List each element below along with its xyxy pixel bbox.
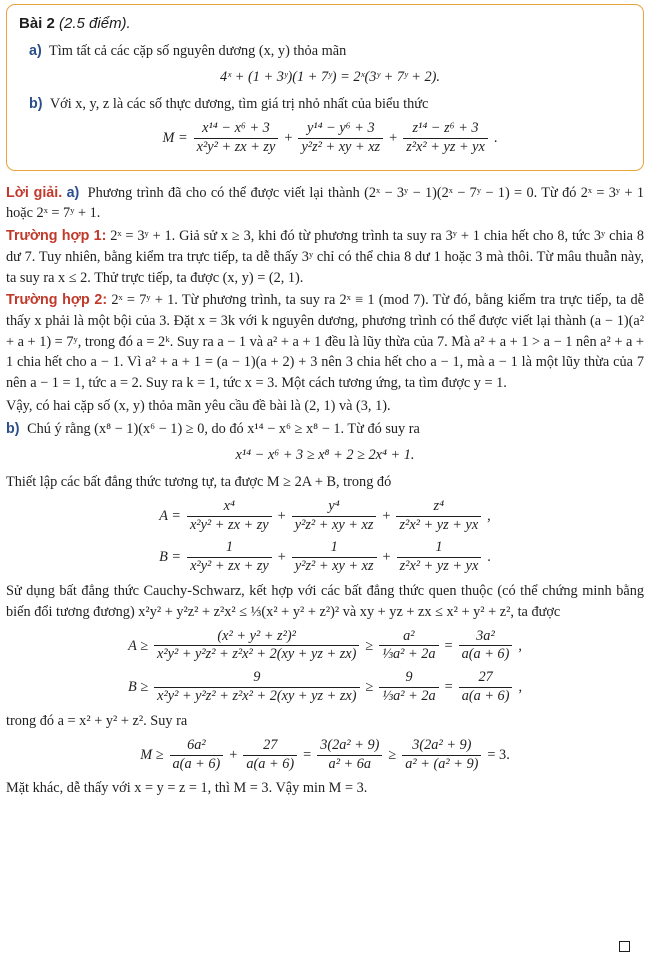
- case-1-text: 2ˣ = 3ʸ + 1. Giả sử x ≥ 3, khi đó từ phương trình ta suy ra 3ʸ + 1 chia hết cho 8, tức 3ʸ chia 8 dư 7. Tuy nhiên, bằng kiểm tra trực tiếp, ta dễ thấy 3ʸ chỉ có thể chia 8 dư 1 hoặc 3 mà thôi. Từ mâu thuẫn này, ta suy ra x ≤ 2. Thử trực tiếp, ta được (x, y) = (2, 1).: [6, 228, 644, 286]
- B-ineq-frac-3: $\frac{27}{a(a + 6)}$: [459, 669, 513, 706]
- solution-heading: Lời giải.: [6, 184, 63, 201]
- solution-b-p1: Chú ý rằng (x⁸ − 1)(x⁶ − 1) ≥ 0, do đó x¹⁴ − x⁶ ≥ x⁸ − 1. Từ đó suy ra: [27, 420, 420, 437]
- M-ineq-frac-3: $\frac{\text{3(2a² + 9)}}{\text{a² + 6a}}$: [317, 737, 382, 774]
- A-ineq-frac-3: $\frac{\text{3a²}}{a(a + 6)}$: [459, 628, 513, 665]
- solution: [6, 183, 644, 800]
- M-ineq-frac-4: $\frac{\text{3(2a² + 9)}}{\text{a² + (a² + 9)}}$: [402, 737, 481, 774]
- A-ineq-frac-2: $\frac{\text{a²}}{\text{⅓a² + 2a}}$: [379, 628, 438, 665]
- b-p2: Thiết lập các bất đẳng thức tương tự, ta được M ≥ 2A + B, trong đó: [6, 473, 392, 490]
- case-1-label: Trường hợp 1:: [6, 228, 107, 245]
- A-lhs: A =: [159, 507, 181, 524]
- part-a-text: Tìm tất cả các cặp số nguyên dương (x, y) thỏa mãn: [49, 42, 347, 59]
- problem-number: Bài 2: [19, 15, 55, 32]
- case-1: [6, 226, 644, 288]
- A-term-2: $\frac{\text{y⁴}}{\text{y²z² + xy + xz}}$: [292, 498, 377, 535]
- B-term-1: $\frac{1}{\text{x²y² + zx + zy}}$: [187, 539, 272, 576]
- b-p4: trong đó a = x² + y² + z². Suy ra: [6, 713, 188, 729]
- M-ineq-frac-2: $\frac{27}{a(a + 6)}$: [243, 737, 297, 774]
- case-2: [6, 290, 644, 394]
- M-ineq-frac-1: $\frac{\text{6a²}}{a(a + 6)}$: [170, 737, 224, 774]
- part-b-text: Với x, y, z là các số thực dương, tìm giá trị nhỏ nhất của biểu thức: [49, 96, 429, 113]
- A-term-1: $\frac{\text{x⁴}}{\text{x²y² + zx + zy}}$: [187, 498, 272, 535]
- a-conclusion: Vậy, có hai cặp số (x, y) thỏa mãn yêu cầu đề bài là (2, 1) và (3, 1).: [6, 397, 391, 414]
- b-eq1: x¹⁴ − x⁶ + 3 ≥ x⁸ + 2 ≥ 2x⁴ + 1.: [235, 447, 415, 464]
- A-definition: A = $\frac{\text{x⁴}}{\text{x²y² + zx + zy}}$ + $\frac{\text{y⁴}}{\text{y²z² + xy + xz}}$ + $\frac{\text{z⁴}}{\text{z²x² + yz + yx}}$ ,: [159, 497, 491, 533]
- B-term-3: $\frac{1}{\text{z²x² + yz + yx}}$: [397, 539, 482, 576]
- problem-points: (2.5 điểm).: [59, 15, 131, 32]
- problem-part-b: [19, 94, 631, 156]
- problem-part-a: [19, 41, 631, 88]
- B-lhs: B =: [159, 549, 182, 566]
- B-ineq-frac-1: $\frac{9}{\text{x²y² + y²z² + z²x² + 2(xy + yz + zx)}}$: [154, 669, 359, 706]
- problem-title: [19, 13, 631, 35]
- B-definition: B = $\frac{1}{\text{x²y² + zx + zy}}$ + $\frac{1}{\text{y²z² + xy + xz}}$ + $\frac{1}{\text{z²x² + yz + yx}}$ .: [159, 539, 491, 575]
- solution-b: [6, 419, 644, 440]
- A-inequality: A ≥ $\frac{\text{(x² + y² + z²)²}}{\text{x²y² + y²z² + z²x² + 2(xy + yz + zx)}}$ ≥ $\frac{\text{a²}}{\text{⅓a² + 2a}}$ = $\frac{\text{3a²}}{a(a + 6)}$ ,: [128, 627, 522, 663]
- M-inequality: M ≥ $\frac{\text{6a²}}{a(a + 6)}$ + $\frac{27}{a(a + 6)}$ = $\frac{\text{3(2a² + 9)}}{\text{a² + 6a}}$ ≥ $\frac{\text{3(2a² + 9)}}{\text{a² + (a² + 9)}}$ = 3.: [140, 736, 510, 772]
- problem-box: [6, 4, 644, 171]
- b-p3: Sử dụng bất đẳng thức Cauchy-Schwarz, kết hợp với các bất đẳng thức quen thuộc (có thể chứng minh bằng biến đổi tương đương) x²y² + y²z² + z²x² ≤ ⅓(x² + y² + z²)² và xy + yz + zx ≤ x² + y² + z², ta được: [6, 583, 644, 620]
- solution-a-label: a): [66, 184, 80, 201]
- case-2-label: Trường hợp 2:: [6, 292, 108, 309]
- qed-square-icon: [619, 941, 630, 952]
- solution-b-label: b): [6, 420, 20, 437]
- M-expression: M = $\frac{\text{x¹⁴ − x⁶ + 3}}{\text{x²y² + zx + zy}}$ + $\frac{\text{y¹⁴ − y⁶ + 3}}{\text{y²z² + xy + xz}}$ + $\frac{\text{z¹⁴ − z⁶ + 3}}{\text{z²x² + yz + yx}}$ .: [162, 119, 498, 155]
- M-lhs: M =: [162, 129, 188, 146]
- solution-intro: [6, 183, 644, 224]
- part-a-label: a): [29, 42, 42, 59]
- B-inequality: B ≥ $\frac{9}{\text{x²y² + y²z² + z²x² + 2(xy + yz + zx)}}$ ≥ $\frac{9}{\text{⅓a² + 2a}}$ = $\frac{27}{a(a + 6)}$ ,: [127, 669, 523, 705]
- b-conclusion: Mặt khác, dễ thấy với x = y = z = 1, thì M = 3. Vậy min M = 3.: [6, 780, 368, 797]
- A-ineq-frac-1: $\frac{\text{(x² + y² + z²)²}}{\text{x²y² + y²z² + z²x² + 2(xy + yz + zx)}}$: [154, 628, 359, 665]
- B-ineq-frac-2: $\frac{9}{\text{⅓a² + 2a}}$: [379, 669, 438, 706]
- part-b-label: b): [29, 96, 43, 113]
- A-term-3: $\frac{\text{z⁴}}{\text{z²x² + yz + yx}}$: [396, 498, 481, 535]
- part-a-equation: 4ˣ + (1 + 3ʸ)(1 + 7ʸ) = 2ˣ(3ʸ + 7ʸ + 2).: [220, 69, 440, 86]
- M-term-3: $\frac{\text{z¹⁴ − z⁶ + 3}}{\text{z²x² + yz + yx}}$: [403, 120, 488, 157]
- M-term-1: $\frac{\text{x¹⁴ − x⁶ + 3}}{\text{x²y² + zx + zy}}$: [194, 120, 279, 157]
- solution-a-p1: Phương trình đã cho có thể được viết lại thành (2ˣ − 3ʸ − 1)(2ˣ − 7ʸ − 1) = 0. Từ đó 2ˣ = 3ʸ + 1 hoặc 2ˣ = 7ʸ + 1.: [6, 184, 644, 222]
- M-term-2: $\frac{\text{y¹⁴ − y⁶ + 3}}{\text{y²z² + xy + xz}}$: [298, 120, 383, 157]
- B-term-2: $\frac{1}{\text{y²z² + xy + xz}}$: [292, 539, 377, 576]
- case-2-text: 2ˣ = 7ʸ + 1. Từ phương trình, ta suy ra 2ˣ ≡ 1 (mod 7). Từ đó, bằng kiểm tra trực tiếp, ta dễ thấy x phải là một bội của 3. Đặt x = 3k với k nguyên dương, phương trình có thể được viết lại thành (a − 1)(a² + a + 1) = 7ʸ, trong đó a = 2ᵏ. Suy ra a − 1 và a² + a + 1 đều là lũy thừa của 7. Mà a² + a + 1 > a − 1 nên a² + a + 1 chia hết cho a − 1. Vì a² + a + 1 = (a − 1)(a + 2) + 3 nên 3 chia hết cho a − 1, mà a − 1 là một lũy thừa của 7 nên a − 1 = 1, tức a = 2. Suy ra k = 1, tức x = 3. Một cách tương ứng, ta tìm được y = 1.: [6, 292, 645, 392]
